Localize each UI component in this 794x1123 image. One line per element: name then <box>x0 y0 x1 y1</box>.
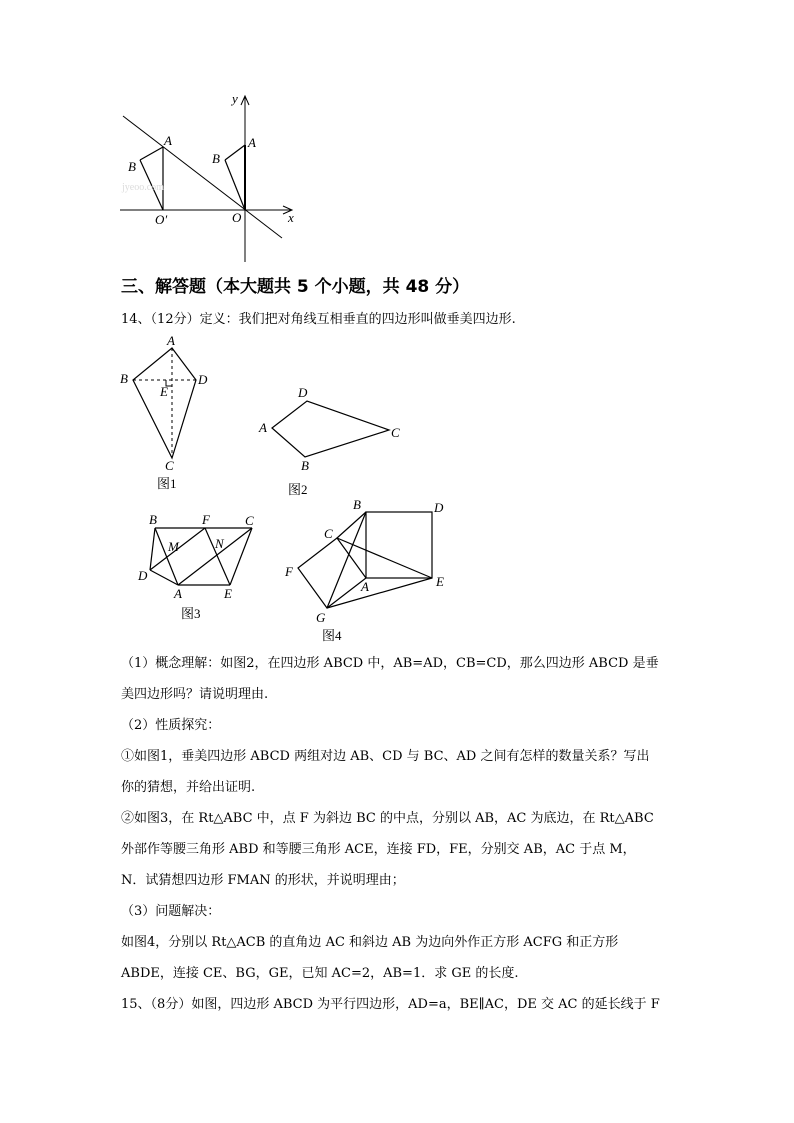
fig1-label-C: C <box>165 458 174 473</box>
fig4-label-F: F <box>285 564 293 579</box>
q14-part2b-line2: 外部作等腰三角形 ABD 和等腰三角形 ACE，连接 FD，FE，分别交 AB，AC 于点 M， <box>121 842 636 857</box>
fig4-ge <box>327 578 432 608</box>
diagonal-line <box>123 116 282 238</box>
q14-part1-line1: （1）概念理解：如图2，在四边形 ABCD 中，AB=AD，CB=CD，那么四边形 ABCD 是垂 <box>121 656 659 671</box>
fig1-label-A: A <box>167 333 175 348</box>
fig3-label-B: B <box>149 512 157 527</box>
fig1-label-B: B <box>120 371 128 386</box>
fig2-label-C: C <box>391 425 400 440</box>
fig4-caption: 图4 <box>322 628 342 643</box>
label-A1: A <box>164 133 172 148</box>
fig3-ab <box>155 528 178 585</box>
label-B2: B <box>212 151 220 166</box>
q14-figures <box>0 330 794 650</box>
q14-intro: 14、（12分）定义：我们把对角线互相垂直的四边形叫做垂美四边形. <box>121 312 516 327</box>
fig3-label-E: E <box>224 586 232 601</box>
fig1-label-E: E <box>160 384 168 399</box>
fig1-caption: 图1 <box>157 476 177 491</box>
q14-part2b-line3: N．试猜想四边形 FMAN 的形状，并说明理由； <box>121 873 405 888</box>
fig2-quadrilateral <box>272 401 389 457</box>
fig3-label-M: M <box>168 539 179 554</box>
fig4-label-A: A <box>361 579 369 594</box>
figure-4 <box>284 497 444 643</box>
y-label: y <box>232 91 238 106</box>
fig4-square-acfg <box>298 538 366 608</box>
fig2-caption: 图2 <box>288 482 308 497</box>
fig4-label-E: E <box>436 574 444 589</box>
fig2-label-A: A <box>259 420 267 435</box>
fig2-label-D: D <box>298 385 308 400</box>
fig3-label-D: D <box>138 568 148 583</box>
figure-2 <box>258 385 400 497</box>
fig3-label-A: A <box>174 586 182 601</box>
fig3-caption: 图3 <box>181 606 201 621</box>
q14-part2a-line1: ①如图1，垂美四边形 ABCD 两组对边 AB、CD 与 BC、AD 之间有怎样的数量关系？写出 <box>121 749 650 764</box>
watermark: jyeoo.com <box>122 182 164 193</box>
q14-part2a-line2: 你的猜想，并给出证明. <box>121 780 256 795</box>
label-O: O <box>232 210 242 225</box>
q14-part1-line2: 美四边形吗？请说明理由. <box>121 687 269 702</box>
fig4-label-C: C <box>324 526 333 541</box>
fig3-label-N: N <box>215 536 224 551</box>
fig2-label-B: B <box>301 458 309 473</box>
fig1-label-D: D <box>198 372 208 387</box>
q14-part3-title: （3）问题解决： <box>121 904 221 919</box>
label-A2: A <box>248 135 256 150</box>
fig3-bd <box>150 528 155 570</box>
label-B1: B <box>128 159 136 174</box>
figure-1 <box>120 333 208 491</box>
segment-B2-A2 <box>225 145 245 160</box>
fig4-cb <box>337 512 366 538</box>
q14-part2b-line1: ②如图3，在 Rt△ABC 中，点 F 为斜边 BC 的中点，分别以 AB，AC 为底边，在 Rt△ABC <box>121 811 654 826</box>
fig3-da <box>150 570 178 585</box>
x-label: x <box>288 210 294 225</box>
fig4-label-G: G <box>316 610 326 625</box>
q15-line1: 15、（8分）如图，四边形 ABCD 为平行四边形，AD=a，BE∥AC，DE 交 AC 的延长线于 F <box>121 997 660 1012</box>
coordinate-figure <box>0 0 794 270</box>
q14-part3-line1: 如图4，分别以 Rt△ACB 的直角边 AC 和斜边 AB 为边向外作正方形 ACFG 和正方形 <box>121 935 619 950</box>
fig4-label-B: B <box>353 497 361 512</box>
fig3-label-F: F <box>202 512 210 527</box>
q14-part3-line2: ABDE，连接 CE、BG，GE，已知 AC=2，AB=1．求 GE 的长度. <box>121 966 519 981</box>
q14-part2-title: （2）性质探究： <box>121 718 221 733</box>
section-heading: 三、解答题（本大题共 5 个小题，共 48 分） <box>121 277 470 297</box>
figure-3 <box>137 512 254 621</box>
fig4-square-abde <box>366 512 432 578</box>
fig3-label-C: C <box>245 513 254 528</box>
fig1-quadrilateral <box>133 348 196 458</box>
fig4-label-D: D <box>434 500 444 515</box>
label-O-prime: O′ <box>155 212 168 227</box>
segment-B1-A1 <box>140 147 163 160</box>
